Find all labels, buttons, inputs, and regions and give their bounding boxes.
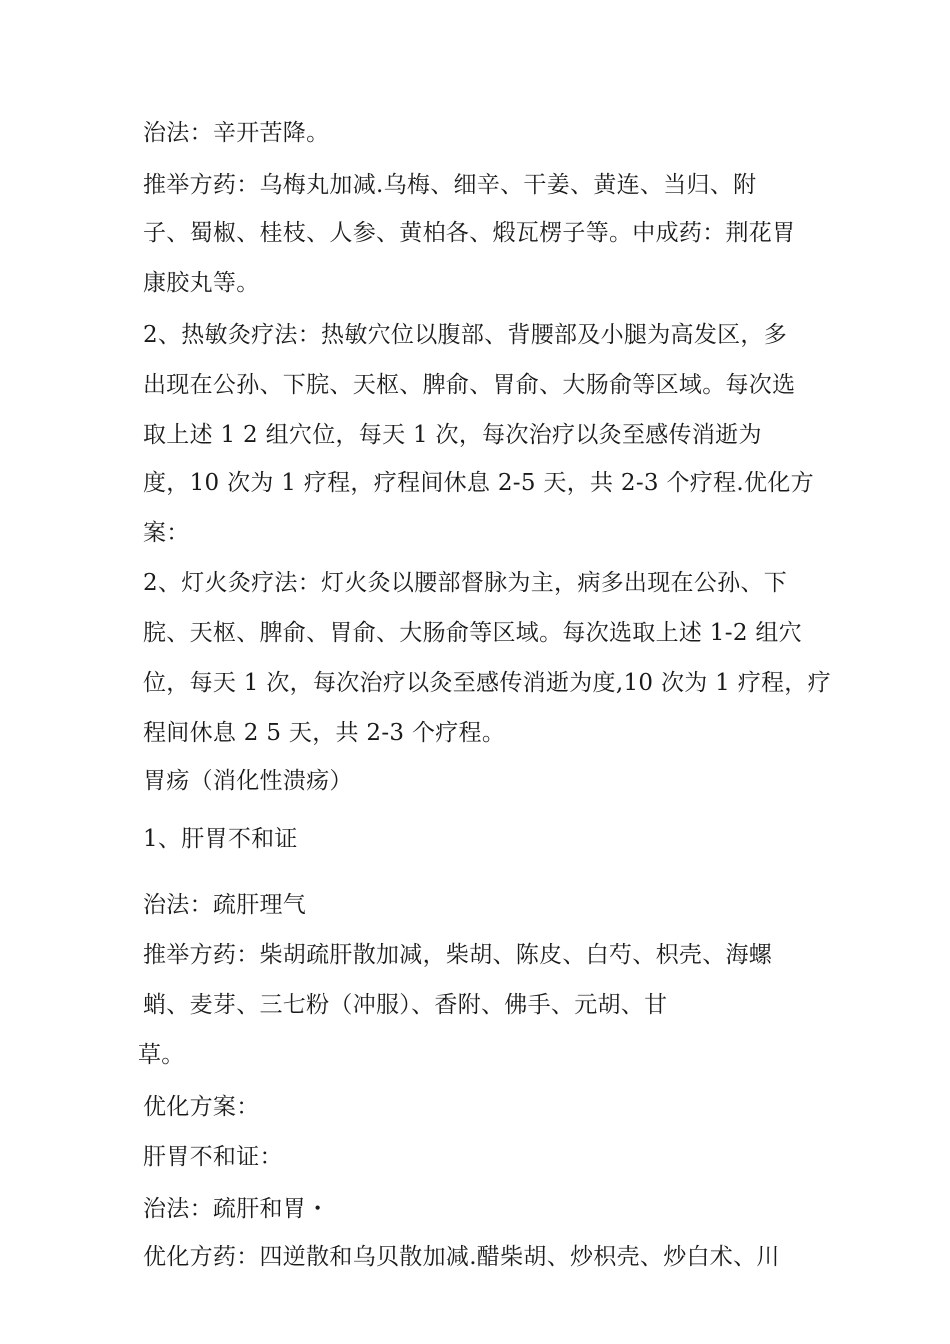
text-line-optimized-prescription: 优化方药：四逆散和乌贝散加减.醋柴胡、炒枳壳、炒白术、川 (143, 1244, 780, 1270)
text-line-lamp-moxibustion-3: 位，每天 1 次，每次治疗以灸至感传消逝为度,10 次为 1 疗程，疗 (143, 670, 831, 696)
subsection-heading-liver-stomach: 1、肝胃不和证 (143, 826, 298, 852)
text-line-prescription-1: 推举方药：乌梅丸加减.乌梅、细辛、干姜、黄连、当归、附 (143, 172, 757, 198)
text-line-optimization-heading: 优化方案： (143, 1094, 260, 1120)
text-line-syndrome: 肝胃不和证： (143, 1144, 283, 1170)
text-line-lamp-moxibustion-4: 程间休息 2 5 天，共 2-3 个疗程。 (143, 720, 506, 746)
text-line-prescription-6: 草。 (138, 1042, 185, 1068)
text-line-lamp-moxibustion-1: 2、灯火灸疗法：灯火灸以腰部督脉为主，病多出现在公孙、下 (143, 570, 788, 596)
section-heading-gastric-ulcer: 胃疡（消化性溃疡） (143, 768, 353, 794)
text-line-moxibustion-3: 取上述 1 2 组穴位，每天 1 次，每次治疗以灸至感传消逝为 (143, 422, 762, 448)
text-line-prescription-2: 子、蜀椒、桂枝、人参、黄柏各、煅瓦楞子等。中成药：荆花胃 (143, 220, 796, 246)
text-line-treatment-2: 治法：疏肝理气 (143, 892, 307, 918)
text-line-prescription-4: 推举方药：柴胡疏肝散加减，柴胡、陈皮、白芍、枳壳、海螺 (143, 942, 773, 968)
text-line-moxibustion-1: 2、热敏灸疗法：热敏穴位以腹部、背腰部及小腿为高发区，多 (143, 322, 788, 348)
text-line-prescription-3: 康胶丸等。 (143, 270, 260, 296)
text-line-prescription-5: 蛸、麦芽、三七粉（冲服）、香附、佛手、元胡、甘 (143, 992, 668, 1018)
text-line-lamp-moxibustion-2: 脘、天枢、脾俞、胃俞、大肠俞等区域。每次选取上述 1-2 组穴 (143, 620, 802, 646)
text-line-moxibustion-4: 度，10 次为 1 疗程，疗程间休息 2-5 天，共 2-3 个疗程.优化方 (143, 470, 814, 496)
text-line-moxibustion-2: 出现在公孙、下脘、天枢、脾俞、胃俞、大肠俞等区域。每次选 (143, 372, 796, 398)
text-line-moxibustion-5: 案： (143, 520, 190, 546)
text-line-treatment-1: 治法：辛开苦降。 (143, 120, 330, 146)
text-line-treatment-3: 治法：疏肝和胃・ (143, 1196, 330, 1222)
